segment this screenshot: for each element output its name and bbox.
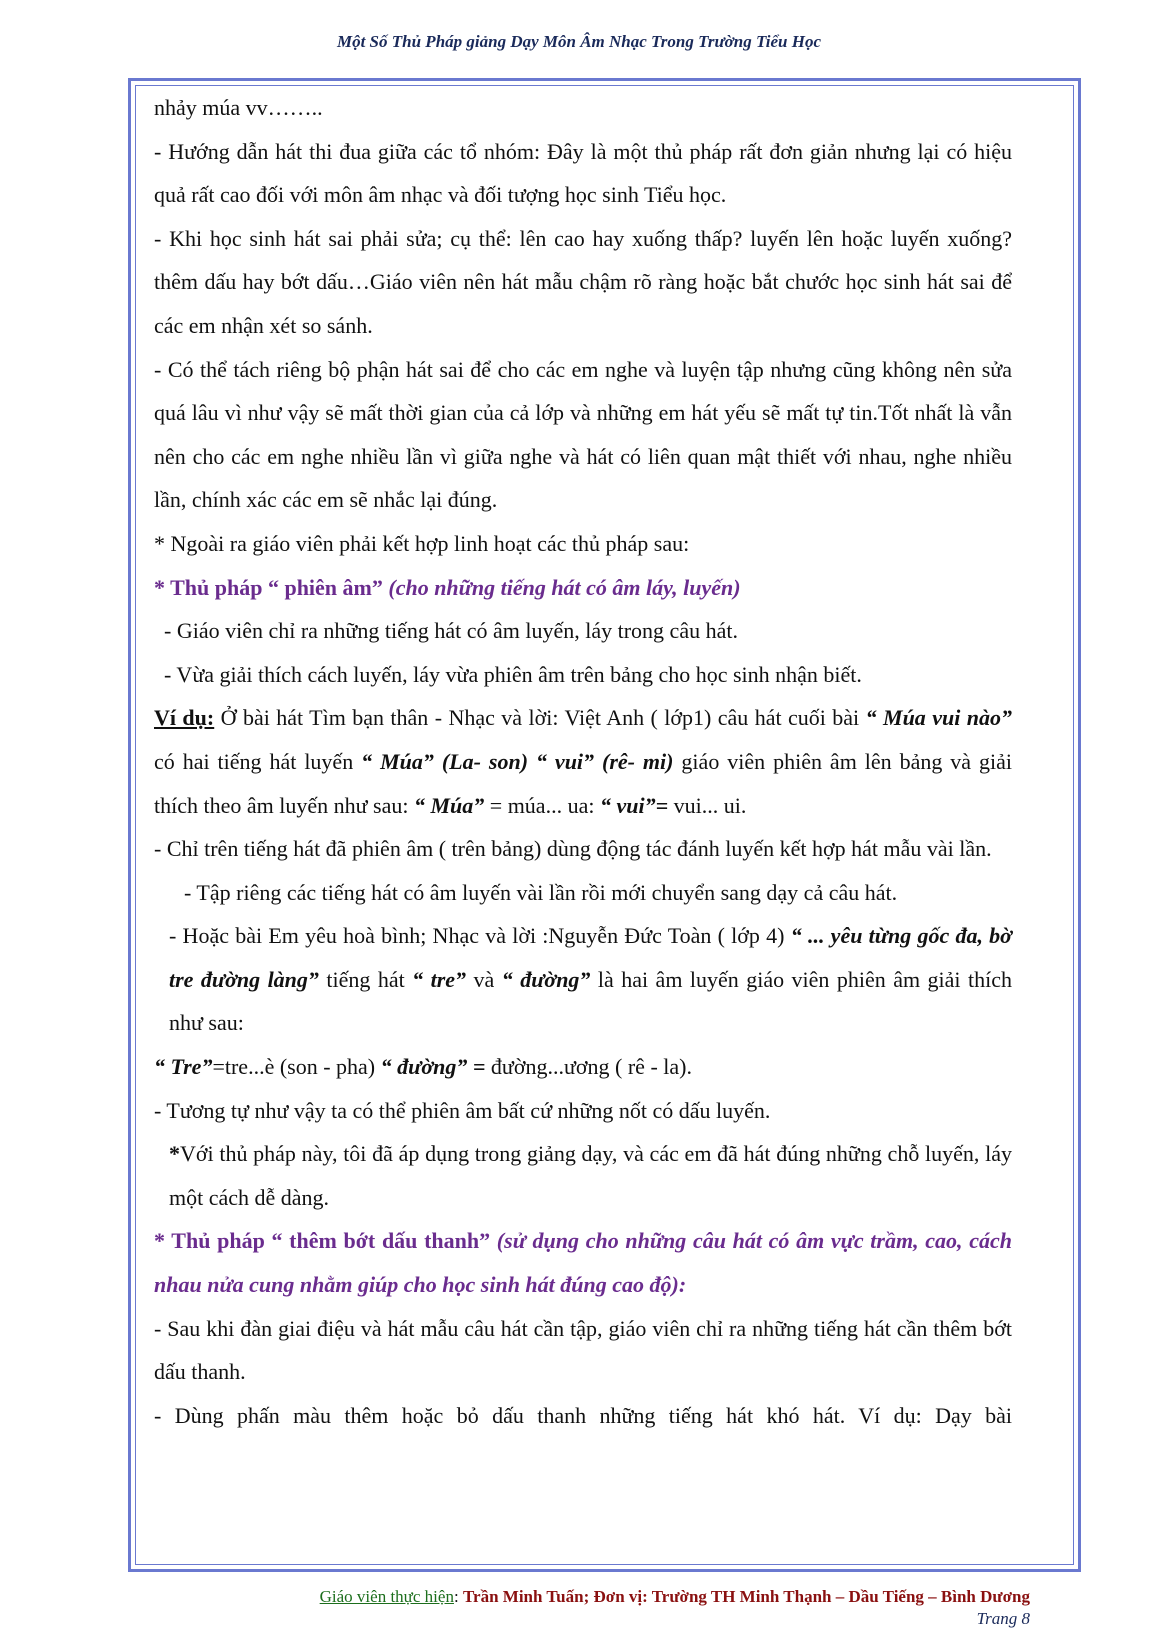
paragraph: - Có thể tách riêng bộ phận hát sai để cho các em nghe và luyện tập nhưng cũng không nên sửa quá lâu vì như vậy sẽ mất thời gian của cả lớp và những em hát yếu sẽ mất tự tin.Tốt nhất là vẫn nên cho các em nghe nhiều lần vì giữa nghe và hát có liên quan mật thiết với nhau, nghe nhiều lần, chính xác các em sẽ nhắc lại đúng. [154, 356, 1012, 513]
paragraph: - Tập riêng các tiếng hát có âm luyến vài lần rồi mới chuyển sang dạy cả câu hát. [184, 879, 898, 905]
paragraph: - Tương tự như vậy ta có thể phiên âm bất cứ những nốt có dấu luyến. [154, 1097, 771, 1123]
footer-author: Trần Minh Tuấn; Đơn vị: Trường TH Minh Thạnh – Dầu Tiếng – Bình Dương [462, 1587, 1030, 1606]
paragraph: * Ngoài ra giáo viên phải kết hợp linh hoạt các thủ pháp sau: [154, 530, 690, 556]
paragraph: - Hướng dẫn hát thi đua giữa các tổ nhóm: Đây là một thủ pháp rất đơn giản nhưng lại có hiệu quả rất cao đối với môn âm nhạc và đối tượng học sinh Tiểu học. [154, 138, 1012, 208]
section-heading-phien-am [154, 566, 1012, 610]
paragraph: - Chỉ trên tiếng hát đã phiên âm ( trên bảng) dùng động tác đánh luyến kết hợp hát mẫu vài lần. [154, 836, 992, 862]
emphasis: “ Tre” [154, 1054, 213, 1080]
paragraph: - Khi học sinh hát sai phải sửa; cụ thể: lên cao hay xuống thấp? luyến lên hoặc luyến xuống? thêm dấu hay bớt dấu…Giáo viên nên hát mẫu chậm rõ ràng hoặc bắt chước học sinh hát sai để các em nhận xét so sánh. [154, 225, 1012, 338]
text: đường...ương ( rê - la). [485, 1054, 692, 1080]
text: =tre...è (son - pha) [212, 1054, 381, 1080]
text: Ở bài hát Tìm bạn thân - Nhạc và lời: Việt Anh ( lớp1) câu hát cuối bài [214, 705, 866, 731]
emphasis: “ tre” [412, 966, 467, 992]
text: = múa... ua: [484, 792, 600, 818]
footer-colon: : [453, 1587, 463, 1606]
text: - Hoặc bài Em yêu hoà bình; Nhạc và lời :Nguyễn Đức Toàn ( lớp 4) [169, 923, 791, 949]
page-footer [0, 1587, 1030, 1607]
document-body [154, 86, 1012, 1437]
emphasis: “ Múa” (La- son) “ vui” (rê- mi) [361, 748, 674, 774]
emphasis: “ đường” [501, 966, 591, 992]
emphasis: “ Múa vui nào” [865, 705, 1012, 731]
footer-label: Giáo viên thực hiện [319, 1587, 454, 1606]
heading-bold: * Thủ pháp “ phiên âm” [154, 574, 383, 600]
example-label: Ví dụ: [154, 705, 215, 731]
emphasis: “ ... yêu từng gốc đa, bờ tre đường làng” [169, 923, 1012, 992]
bullet-star: * [169, 1141, 180, 1167]
example-paragraph [154, 914, 1012, 1045]
section-heading-them-bot-dau [154, 1219, 1012, 1306]
heading-italic: (cho những tiếng hát có âm láy, luyến) [382, 574, 741, 600]
text: và [466, 966, 502, 992]
example-paragraph [154, 1045, 1012, 1089]
page-header-title: Một Số Thủ Pháp giảng Dạy Môn Âm Nhạc Trong Trường Tiểu Học [336, 32, 822, 51]
text: vui... ui. [668, 792, 747, 818]
paragraph: - Vừa giải thích cách luyến, láy vừa phiên âm trên bảng cho học sinh nhận biết. [164, 661, 862, 687]
paragraph: - Giáo viên chỉ ra những tiếng hát có âm luyến, láy trong câu hát. [164, 618, 738, 644]
text: có hai tiếng hát luyến [154, 748, 362, 774]
paragraph [154, 1132, 1012, 1219]
paragraph: nhảy múa vv…….. [154, 95, 323, 120]
text: là hai âm luyến giáo viên phiên âm giải thích như sau: [169, 966, 1012, 1036]
page-number: Trang 8 [976, 1609, 1030, 1628]
text: giáo viên phiên âm lên bảng và giải thích theo âm luyến như sau: [154, 748, 1013, 818]
heading-italic: (sử dụng cho những câu hát có âm vực trầm, cao, cách nhau nửa cung nhằm giúp cho học sinh hát đúng cao độ): [154, 1228, 1012, 1298]
heading-bold: * Thủ pháp “ thêm bớt dấu thanh” [154, 1228, 491, 1254]
emphasis: “ Múa” [413, 792, 485, 818]
text: tiếng hát [318, 966, 413, 992]
paragraph: - Dùng phấn màu thêm hoặc bỏ dấu thanh những tiếng hát khó hát. Ví dụ: Dạy bài [154, 1402, 1012, 1428]
paragraph: - Sau khi đàn giai điệu và hát mẫu câu hát cần tập, giáo viên chỉ ra những tiếng hát cần thêm bớt dấu thanh. [154, 1315, 1012, 1385]
emphasis: “ đường” = [380, 1054, 486, 1080]
text: Với thủ pháp này, tôi đã áp dụng trong giảng dạy, và các em đã hát đúng những chỗ luyến, láy một cách dễ dàng. [169, 1141, 1012, 1210]
emphasis: “ vui”= [599, 792, 669, 818]
example-paragraph [154, 696, 1012, 827]
